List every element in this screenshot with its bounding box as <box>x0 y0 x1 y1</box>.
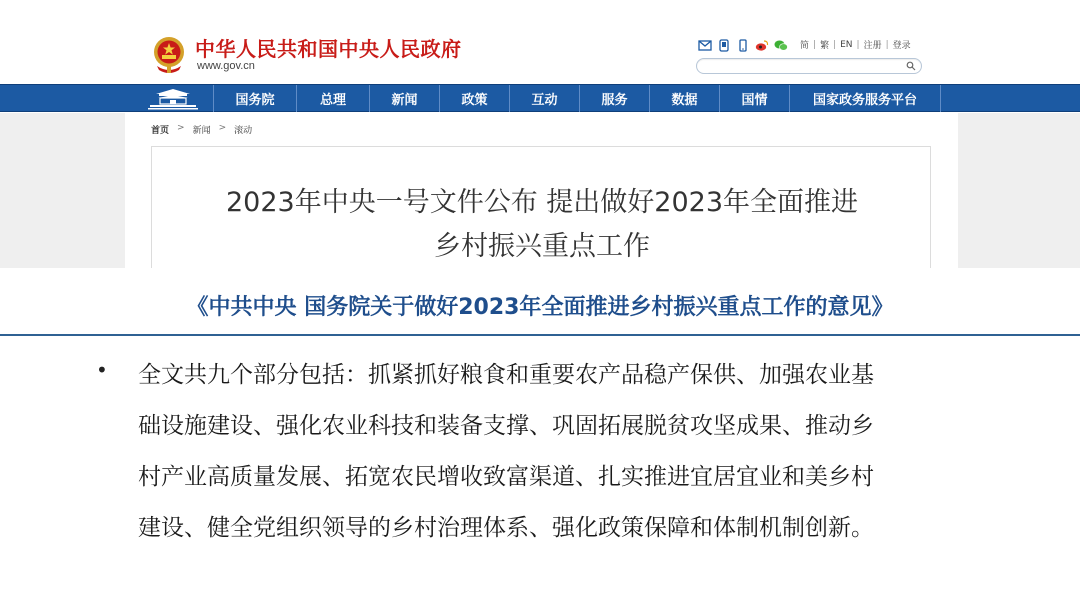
nav-item-national-conditions[interactable]: 国情 <box>719 85 789 112</box>
mail-icon[interactable] <box>698 39 712 52</box>
site-url[interactable]: www.gov.cn <box>197 60 255 72</box>
breadcrumb-separator: > <box>218 123 227 133</box>
bullet-marker: • <box>96 358 108 382</box>
article-container <box>151 146 931 268</box>
site-header <box>0 0 1080 84</box>
nav-item-news[interactable]: 新闻 <box>369 85 439 112</box>
slide-heading: 《中共中央 国务院关于做好2023年全面推进乡村振兴重点工作的意见》 <box>186 295 894 320</box>
nav-item-government-service-platform[interactable]: 国家政务服务平台 <box>789 85 941 112</box>
search-icon[interactable] <box>906 61 916 71</box>
breadcrumb-separator: > <box>177 123 185 133</box>
login-link[interactable]: 登录 <box>892 41 911 51</box>
site-title[interactable]: 中华人民共和国中央人民政府 <box>195 37 462 61</box>
breadcrumb-home[interactable]: 首页 <box>151 126 170 136</box>
nav-item-services[interactable]: 服务 <box>579 85 649 112</box>
nav-item-data[interactable]: 数据 <box>649 85 719 112</box>
breadcrumb <box>151 123 252 136</box>
body-line: 建设、健全党组织领导的乡村治理体系、强化政策保障和体制机制创新。 <box>138 515 874 541</box>
gate-logo-icon[interactable] <box>148 88 198 110</box>
nav-item-premier[interactable]: 总理 <box>296 85 369 112</box>
breadcrumb-rolling[interactable]: 滚动 <box>234 126 253 136</box>
body-line: 全文共九个部分包括：抓紧抓好粮食和重要农产品稳产保供、加强农业基 <box>138 362 874 388</box>
slide-body-text <box>138 350 1018 554</box>
breadcrumb-news[interactable]: 新闻 <box>192 126 211 136</box>
register-link[interactable]: 注册 <box>863 41 882 51</box>
body-line: 村产业高质量发展、拓宽农民增收致富渠道、扎实推进宜居宜业和美乡村 <box>138 464 874 490</box>
article-title-line2: 乡村振兴重点工作 <box>434 231 650 262</box>
article-title-line1: 2023年中央一号文件公布 提出做好2023年全面推进 <box>225 187 858 218</box>
simplified-chinese-link[interactable]: 简 <box>800 41 810 51</box>
nav-menu <box>213 85 941 112</box>
national-emblem-icon <box>152 36 186 74</box>
nav-item-policy[interactable]: 政策 <box>439 85 509 112</box>
main-navigation <box>0 84 1080 112</box>
nav-item-state-council[interactable]: 国务院 <box>213 85 296 112</box>
website-screenshot <box>0 0 1080 268</box>
english-link[interactable]: EN <box>840 39 853 50</box>
weibo-icon[interactable] <box>755 39 769 52</box>
phone-icon[interactable] <box>736 39 750 52</box>
wechat-icon[interactable] <box>774 39 788 52</box>
nav-item-interaction[interactable]: 互动 <box>509 85 579 112</box>
share-tools <box>698 37 788 53</box>
search-input[interactable] <box>696 58 922 74</box>
language-account-links: 简 | 繁 | EN | 注册 | 登录 <box>800 39 911 51</box>
mobile-icon[interactable] <box>717 39 731 52</box>
heading-divider <box>0 334 1080 336</box>
traditional-chinese-link[interactable]: 繁 <box>820 41 830 51</box>
article-title <box>152 181 932 268</box>
body-line: 础设施建设、强化农业科技和装备支撑、巩固拓展脱贫攻坚成果、推动乡 <box>138 413 874 439</box>
